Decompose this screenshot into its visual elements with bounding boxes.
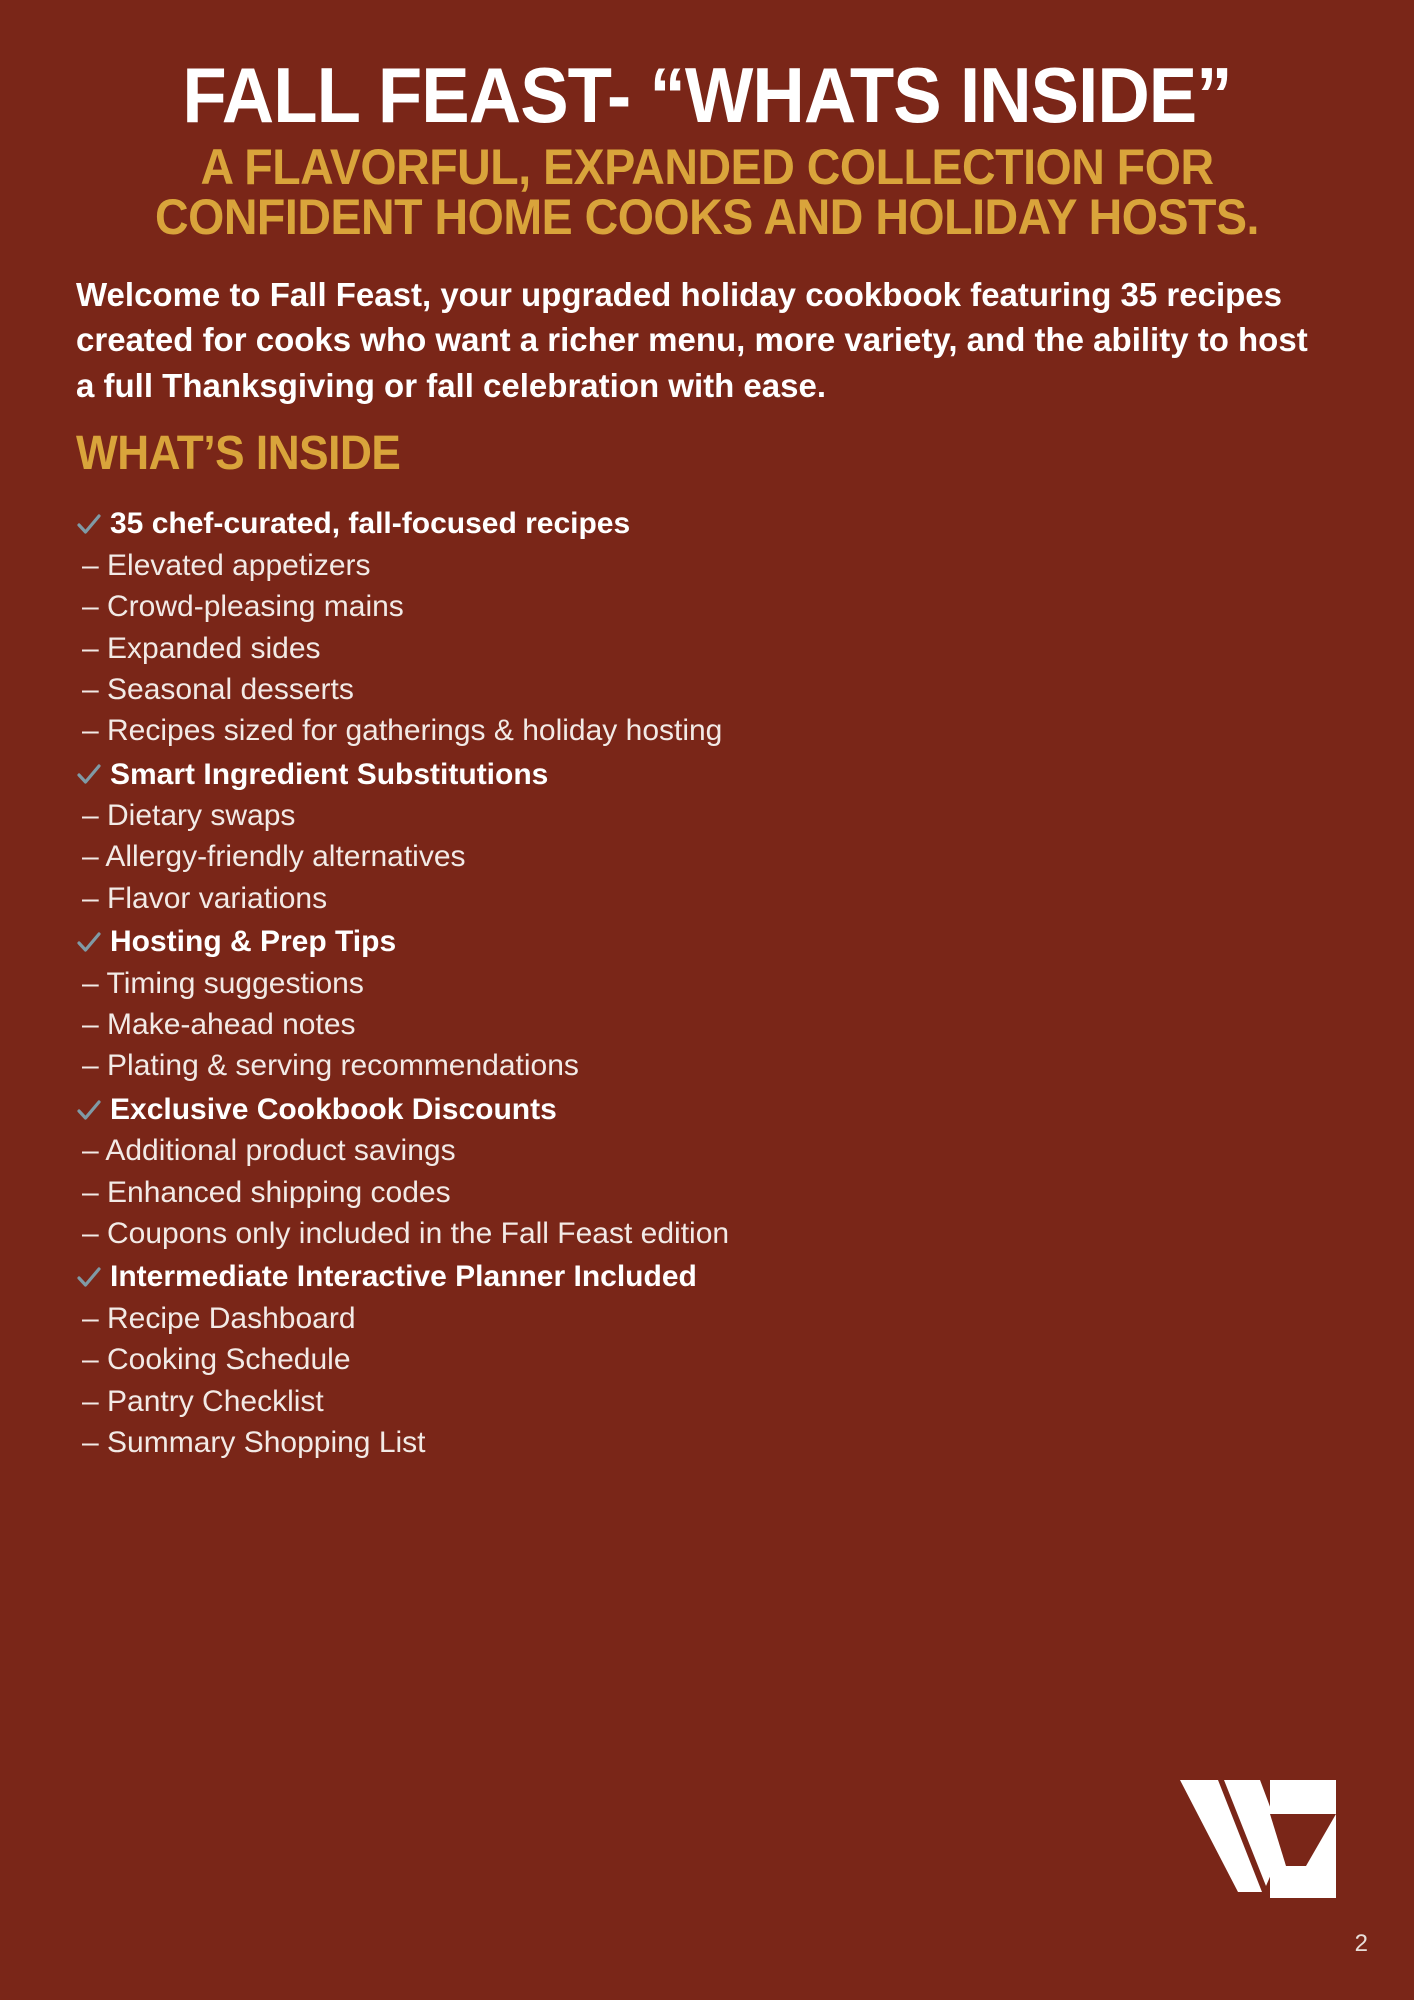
page-number: 2 xyxy=(1354,1930,1368,1957)
page-title: FALL FEAST- “WHATS INSIDE” xyxy=(182,51,1232,139)
list-item: – Crowd-pleasing mains xyxy=(82,590,404,624)
check-icon xyxy=(76,512,102,538)
list-group-heading xyxy=(76,503,1374,544)
list-group-heading xyxy=(76,921,1374,962)
whats-inside-list xyxy=(76,503,1374,1463)
list-item: – Dietary swaps xyxy=(82,799,296,833)
check-icon xyxy=(76,930,102,956)
list-group-label: Smart Ingredient Substitutions xyxy=(110,757,549,791)
list-item: – Recipes sized for gatherings & holiday hosting xyxy=(82,714,723,748)
check-icon xyxy=(76,1265,102,1291)
list-item: – Expanded sides xyxy=(82,631,321,665)
list-group-label: 35 chef-curated, fall-focused recipes xyxy=(110,507,631,541)
list-item: – Elevated appetizers xyxy=(82,548,371,582)
list-item: – Allergy-friendly alternatives xyxy=(82,840,466,874)
page-subtitle: A FLAVORFUL, EXPANDED COLLECTION FOR CONFIDENT HOME COOKS AND HOLIDAY HOSTS. xyxy=(155,138,1259,245)
list-item: – Timing suggestions xyxy=(82,966,364,1000)
list-item: – Recipe Dashboard xyxy=(82,1301,356,1335)
list-group-label: Exclusive Cookbook Discounts xyxy=(110,1092,557,1126)
intro-paragraph: Welcome to Fall Feast, your upgraded holiday cookbook featuring 35 recipes created for cooks who want a richer menu, more variety, and the ability to host a full Thanksgiving or fall celebration with ease. xyxy=(76,275,1308,404)
list-item: – Seasonal desserts xyxy=(82,672,354,706)
list-item: – Enhanced shipping codes xyxy=(82,1175,451,1209)
list-group-heading xyxy=(76,754,1374,795)
list-item: – Pantry Checklist xyxy=(82,1384,324,1418)
list-group-heading xyxy=(76,1256,1374,1297)
list-item: – Flavor variations xyxy=(82,881,328,915)
list-item: – Additional product savings xyxy=(82,1134,456,1168)
list-item: – Make-ahead notes xyxy=(82,1008,356,1042)
check-icon xyxy=(76,1098,102,1124)
brand-logo-icon xyxy=(1174,1774,1354,1904)
list-group-label: Intermediate Interactive Planner Included xyxy=(110,1260,697,1294)
list-group-heading xyxy=(76,1089,1374,1130)
list-group-label: Hosting & Prep Tips xyxy=(110,925,397,959)
list-item: – Coupons only included in the Fall Feast edition xyxy=(82,1216,730,1250)
list-item: – Cooking Schedule xyxy=(82,1343,351,1377)
list-item: – Summary Shopping List xyxy=(82,1425,426,1459)
check-icon xyxy=(76,762,102,788)
section-heading: WHAT’S INSIDE xyxy=(76,427,401,481)
list-item: – Plating & serving recommendations xyxy=(82,1049,579,1083)
